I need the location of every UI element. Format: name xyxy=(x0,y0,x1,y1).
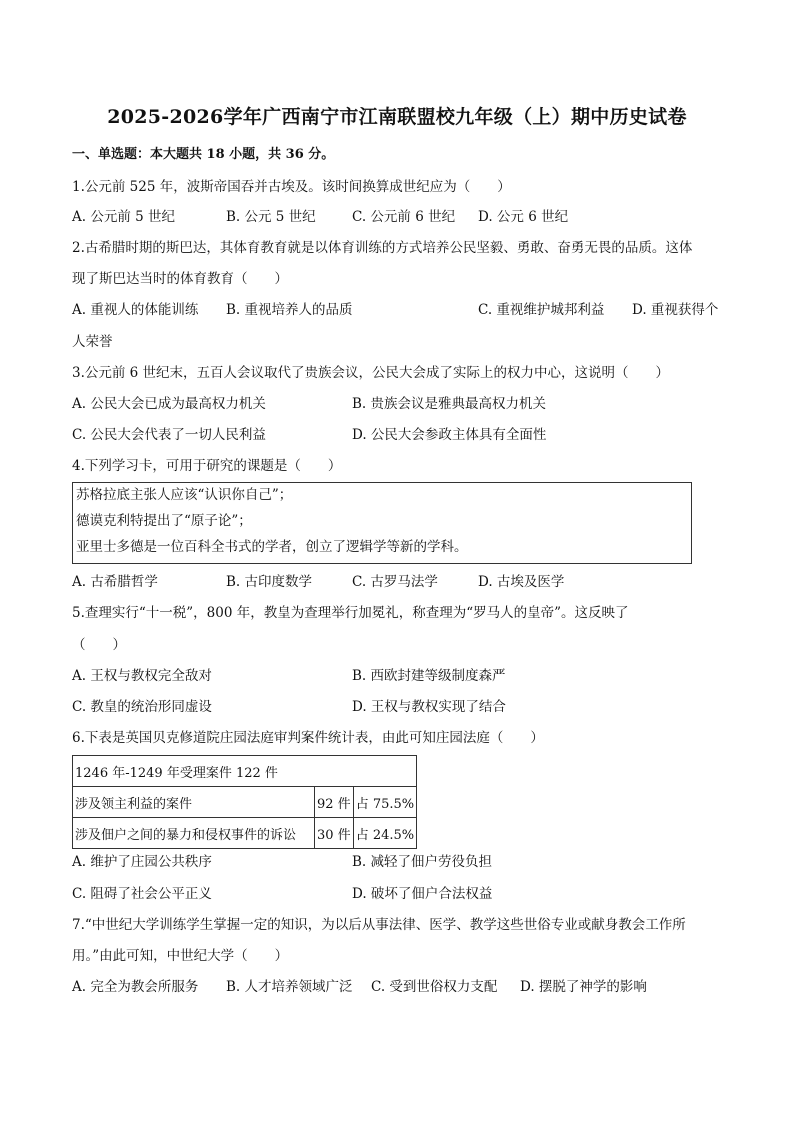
q6-option-a: A. 维护了庄园公共秩序 xyxy=(72,854,212,870)
study-card-box xyxy=(72,482,692,564)
table-row xyxy=(73,818,417,849)
table-cell: 涉及领主利益的案件 xyxy=(73,787,315,818)
q3-option-d: D. 公民大会参政主体具有全面性 xyxy=(352,427,547,443)
exam-title: 2025-2026学年广西南宁市江南联盟校九年级（上）期中历史试卷 xyxy=(107,106,687,128)
q4-stem: 4.下列学习卡，可用于研究的课题是（ ） xyxy=(72,458,342,474)
q2-option-a: A. 重视人的体能训练 xyxy=(72,302,199,318)
q4-option-d: D. 古埃及医学 xyxy=(478,574,565,590)
q7-option-a: A. 完全为教会所服务 xyxy=(72,979,199,995)
q7-stem-line1: 7.“中世纪大学训练学生掌握一定的知识，为以后从事法律、医学、教学这些世俗专业或献身教会工作所 xyxy=(72,917,686,933)
q5-stem-line1: 5.查理实行“十一税”，800 年，教皇为查理举行加冕礼，称查理为“罗马人的皇帝”。这反映了 xyxy=(72,605,629,621)
q5-stem-line2: （ ） xyxy=(72,637,126,653)
q7-option-d: D. 摆脱了神学的影响 xyxy=(520,979,647,995)
table-cell: 92 件 xyxy=(315,787,354,818)
q5-option-c: C. 教皇的统治形同虚设 xyxy=(72,699,212,715)
q1-option-b: B. 公元 5 世纪 xyxy=(226,209,316,225)
q1-option-c: C. 公元前 6 世纪 xyxy=(352,209,456,225)
q7-option-c: C. 受到世俗权力支配 xyxy=(371,979,498,995)
q2-stem-line1: 2.古希腊时期的斯巴达，其体育教育就是以体育训练的方式培养公民坚毅、勇敢、奋勇无畏的品质。这体 xyxy=(72,240,693,256)
q4-option-a: A. 古希腊哲学 xyxy=(72,574,158,590)
q5-option-a: A. 王权与教权完全敌对 xyxy=(72,668,212,684)
table-cell: 占 24.5% xyxy=(353,818,416,849)
q6-stem: 6.下表是英国贝克修道院庄园法庭审判案件统计表，由此可知庄园法庭（ ） xyxy=(72,730,544,746)
q6-option-b: B. 减轻了佃户劳役负担 xyxy=(352,854,493,870)
study-card-line: 亚里士多德是一位百科全书式的学者，创立了逻辑学等新的学科。 xyxy=(76,539,468,555)
table-cell: 涉及佃户之间的暴力和侵权事件的诉讼 xyxy=(73,818,315,849)
q2-option-d: D. 重视获得个 xyxy=(632,302,719,318)
q1-option-a: A. 公元前 5 世纪 xyxy=(72,209,176,225)
table-cell: 30 件 xyxy=(315,818,354,849)
q6-option-d: D. 破坏了佃户合法权益 xyxy=(352,886,493,902)
q3-option-b: B. 贵族会议是雅典最高权力机关 xyxy=(352,396,547,412)
q3-option-a: A. 公民大会已成为最高权力机关 xyxy=(72,396,266,412)
q5-option-d: D. 王权与教权实现了结合 xyxy=(352,699,506,715)
q6-option-c: C. 阻碍了社会公平正义 xyxy=(72,886,212,902)
table-header-row xyxy=(73,756,417,787)
q3-stem: 3.公元前 6 世纪末，五百人会议取代了贵族会议，公民大会成了实际上的权力中心，这说明（ ） xyxy=(72,365,670,381)
q4-option-b: B. 古印度数学 xyxy=(226,574,313,590)
q1-stem: 1.公元前 525 年，波斯帝国吞并古埃及。该时间换算成世纪应为（ ） xyxy=(72,179,511,195)
case-statistics-table xyxy=(72,755,417,849)
q7-option-b: B. 人才培养领域广泛 xyxy=(226,979,353,995)
study-card-line: 苏格拉底主张人应该“认识你自己”； xyxy=(76,487,293,503)
q1-option-d: D. 公元 6 世纪 xyxy=(478,209,569,225)
table-cell: 占 75.5% xyxy=(353,787,416,818)
q2-option-c: C. 重视维护城邦利益 xyxy=(478,302,605,318)
q2-option-b: B. 重视培养人的品质 xyxy=(226,302,353,318)
table-row xyxy=(73,787,417,818)
q3-option-c: C. 公民大会代表了一切人民利益 xyxy=(72,427,266,443)
study-card-line: 德谟克利特提出了“原子论”； xyxy=(76,513,252,529)
q2-option-d-continued: 人荣誉 xyxy=(72,334,113,350)
q2-stem-line2: 现了斯巴达当时的体育教育（ ） xyxy=(72,271,288,287)
q5-option-b: B. 西欧封建等级制度森严 xyxy=(352,668,506,684)
table-header-cell: 1246 年-1249 年受理案件 122 件 xyxy=(73,756,417,787)
q7-stem-line2: 用。”由此可知，中世纪大学（ ） xyxy=(72,948,289,964)
q4-option-c: C. 古罗马法学 xyxy=(352,574,438,590)
section-heading: 一、单选题：本大题共 18 小题，共 36 分。 xyxy=(72,147,335,162)
